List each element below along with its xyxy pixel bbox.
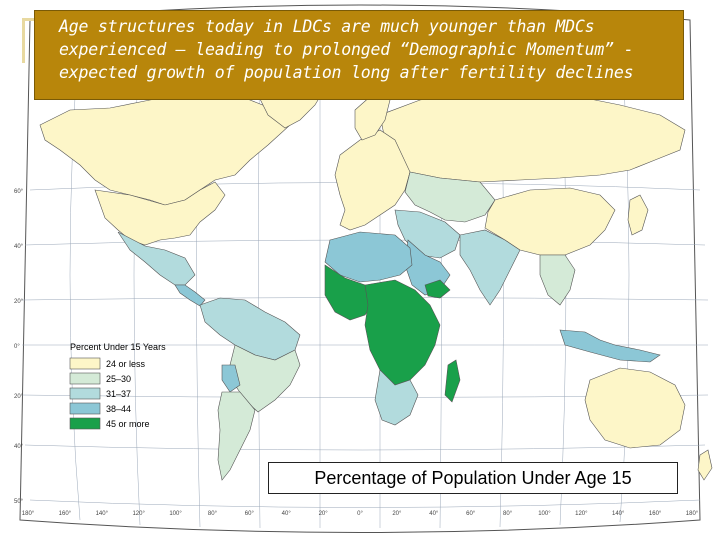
longitude-label: 20° [318,511,328,517]
longitude-label: 100° [538,511,551,517]
latitude-label: 50° [14,499,24,505]
latitude-label: 20° [14,299,24,305]
callout-line-2: experienced – leading to prolonged “Demographic Momentum” - [59,40,634,59]
land-new-zealand [698,450,712,480]
legend-swatch [70,403,100,414]
longitude-label: 0° [357,511,363,517]
longitude-label: 100° [169,511,182,517]
longitude-label: 40° [281,511,291,517]
longitude-label: 120° [575,511,588,517]
longitude-label: 140° [612,511,625,517]
longitude-label: 120° [132,511,145,517]
legend-swatch [70,358,100,369]
longitude-label: 20° [392,511,402,517]
legend-label: 24 or less [106,359,146,369]
longitude-label: 160° [648,511,662,517]
legend-title: Percent Under 15 Years [70,342,166,352]
latitude-label: 20° [14,394,24,400]
callout-line-3: expected growth of population long after fertility declines [59,63,634,82]
callout-box [34,10,684,100]
latitude-label: 60° [14,189,24,195]
latitude-label: 40° [14,444,24,450]
latitude-label: 40° [14,244,24,250]
longitude-label: 60° [244,511,254,517]
longitude-label: 80° [207,511,217,517]
longitude-label: 180° [685,511,699,517]
legend-label: 31–37 [106,389,132,399]
longitude-label: 60° [466,511,476,517]
longitude-label: 160° [58,511,72,517]
legend-label: 25–30 [106,374,132,384]
longitude-label: 180° [21,511,35,517]
callout-line-1: Age structures today in LDCs are much younger than MDCs [59,17,595,36]
longitude-label: 140° [95,511,108,517]
latitude-label: 0° [14,344,20,350]
longitude-label: 40° [429,511,439,517]
legend-label: 38–44 [106,404,132,414]
map-caption: Percentage of Population Under Age 15 [268,462,678,494]
legend-swatch [70,418,100,429]
legend-label: 45 or more [106,419,150,429]
legend-swatch [70,373,100,384]
legend-swatch [70,388,100,399]
longitude-label: 80° [503,511,513,517]
